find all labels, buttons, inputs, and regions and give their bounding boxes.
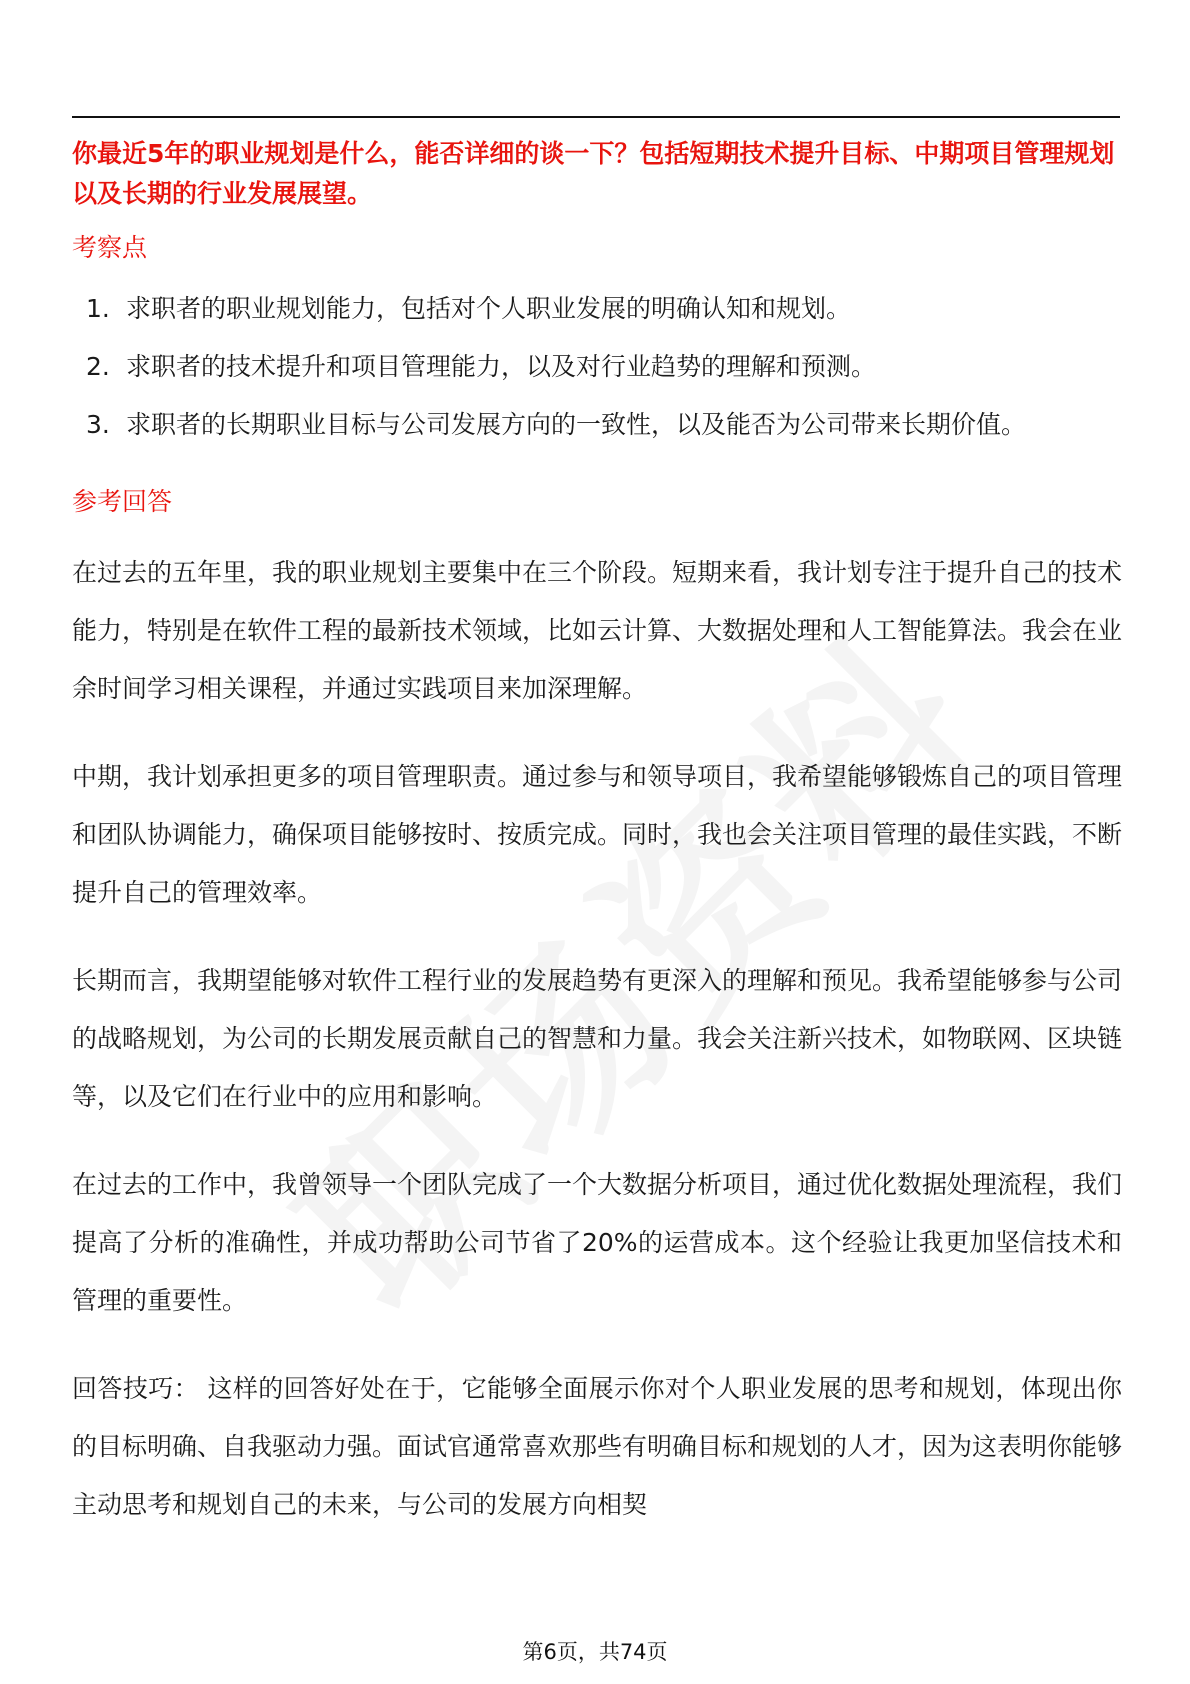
top-rule-divider [72, 116, 1120, 118]
focus-item [72, 396, 1122, 454]
answer-paragraph: 在过去的五年里，我的职业规划主要集中在三个阶段。短期来看，我计划专注于提升自己的技术能力，特别是在软件工程的最新技术领域，比如云计算、大数据处理和人工智能算法。我会在业余时间学习相关课程，并通过实践项目来加深理解。 [72, 558, 1123, 703]
focus-item-number: 2. [86, 352, 110, 381]
focus-item [72, 280, 1122, 338]
answer-paragraph: 在过去的工作中，我曾领导一个团队完成了一个大数据分析项目，通过优化数据处理流程，我们提高了分析的准确性，并成功帮助公司节省了20%的运营成本。这个经验让我更加坚信技术和管理的重要性。 [72, 1170, 1123, 1315]
question-text: 你最近5年的职业规划是什么，能否详细的谈一下？包括短期技术提升目标、中期项目管理规划以及长期的行业发展展望。 [72, 139, 1115, 208]
focus-item-text: 求职者的长期职业目标与公司发展方向的一致性，以及能否为公司带来长期价值。 [126, 410, 1027, 439]
answer-paragraph: 中期，我计划承担更多的项目管理职责。通过参与和领导项目，我希望能够锻炼自己的项目管理和团队协调能力，确保项目能够按时、按质完成。同时，我也会关注项目管理的最佳实践，不断提升自己的管理效率。 [72, 762, 1123, 907]
answer-tips-paragraph: 回答技巧： 这样的回答好处在于，它能够全面展示你对个人职业发展的思考和规划，体现出你的目标明确、自我驱动力强。面试官通常喜欢那些有明确目标和规划的人才，因为这表明你能够主动思考和规划自己的未来，与公司的发展方向相契 [72, 1374, 1123, 1519]
focus-heading: 考察点 [72, 233, 148, 262]
focus-list [72, 280, 1122, 454]
answer-heading: 参考回答 [72, 487, 173, 516]
focus-item-text: 求职者的技术提升和项目管理能力，以及对行业趋势的理解和预测。 [126, 352, 877, 381]
focus-item-text: 求职者的职业规划能力，包括对个人职业发展的明确认知和规划。 [126, 294, 852, 323]
answer-paragraph: 长期而言，我期望能够对软件工程行业的发展趋势有更深入的理解和预见。我希望能够参与公司的战略规划，为公司的长期发展贡献自己的智慧和力量。我会关注新兴技术，如物联网、区块链等，以及它们在行业中的应用和影响。 [72, 966, 1123, 1111]
page-content [72, 134, 1122, 1534]
page-number-footer: 第6页，共74页 [522, 1640, 668, 1664]
focus-item-number: 1. [86, 294, 110, 323]
focus-item [72, 338, 1122, 396]
focus-item-number: 3. [86, 410, 110, 439]
